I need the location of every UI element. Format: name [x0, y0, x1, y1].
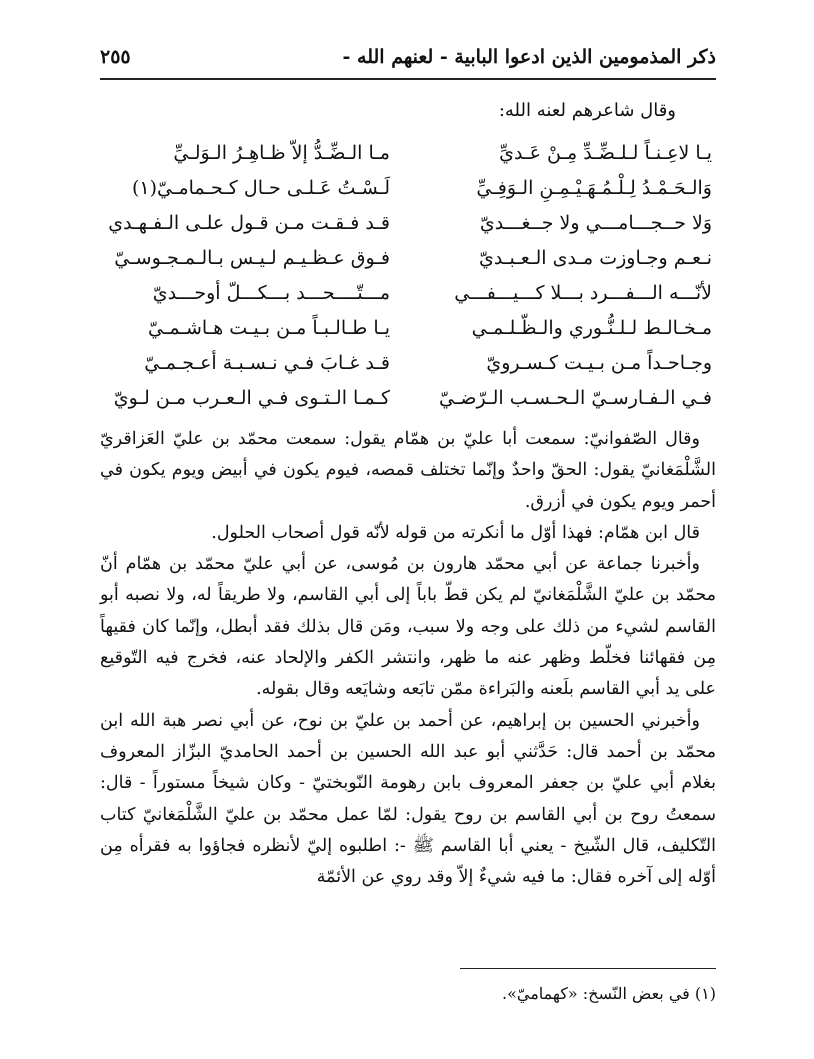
page-content	[100, 96, 716, 893]
verse-second-hemistich: لَـسْـتُ عَـلـى حـال كـحـمامـيّ(١)	[132, 177, 390, 199]
body-paragraph: قال ابن همّام: فهذا أوّل ما أنكرته من قوله لأنّه قول أصحاب الحلول.	[211, 522, 700, 543]
verse	[100, 241, 716, 276]
verse-first-hemistich: يـا لاعِـنـاً لـلـضِّـدِّ مِـنْ عَـديِّ	[499, 142, 712, 164]
verse-first-hemistich: مـخـالـط لـلـنُّـوري والـظّـلـمـي	[471, 317, 712, 339]
poem	[100, 136, 716, 416]
verse	[100, 311, 716, 346]
verse-first-hemistich: فـي الـفـارسـيّ الـحـسـب الـرّضـيّ	[439, 387, 712, 409]
verse	[100, 276, 716, 311]
header-title: ذكر المذمومين الذين ادعوا البابية - لعنهم الله -	[342, 46, 716, 68]
verse	[100, 381, 716, 416]
verse	[100, 136, 716, 171]
body-paragraph: وأخبرني الحسين بن إبراهيم، عن أحمد بن عليّ بن نوح، عن أبي نصر هبة الله ابن محمّد بن أحمد قال: حَدَّثني أبو عبد الله الحسين بن أحمد الحامديّ البزّاز المعروف بغلام أبي عليّ بن جعفر المعروف بابن رهومة النّوبختيّ - وكان شيخاً مستوراً - قال: سمعتُ روح بن أبي القاسم بن روح يقول: لمّا عمل محمّد بن عليّ الشَّلْمَغانيّ كتاب التّكليف، قال الشّيخ - يعني أبا القاسم ﷺ -: اطلبوه إليّ لأنظره فجاؤوا به فقرأه مِن أوّله إلى آخره فقال: ما فيه شيءٌ إلاّ وقد روي عن الأئمّة	[100, 710, 716, 888]
footnote: (١) في بعض النّسخ: «كهماميّ».	[501, 984, 716, 1003]
body-paragraph: وأخبرنا جماعة عن أبي محمّد هارون بن مُوسى، عن أبي عليّ محمّد بن همّام أنّ محمّد بن عليّ الشَّلْمَغانيّ لم يكن قطّ باباً إلى أبي القاسم، ولا طريقاً له، ولا نصبه أبو القاسم لشيء من ذلك على وجه ولا سبب، ومَن قال بذلك فقد أبطل، وإنّما كان فقيهاً مِن فقهائنا فخلّط وظهر عنه ما ظهر، وانتشر الكفر والإلحاد عنه، فخرج فيه التّوقيع على يد أبي القاسم بلَعنه والبَراءة ممّن تابَعه وشايَعه وقال بقوله.	[100, 554, 716, 700]
verse-first-hemistich: نـعـم وجـاوزت مـدى الـعـبـديّ	[479, 247, 712, 269]
running-header	[100, 40, 716, 80]
verse-second-hemistich: مـــتّــــحـــد بـــكـــلّ أوحـــديّ	[152, 282, 390, 304]
footnote-area	[100, 968, 716, 1007]
header-rule	[100, 78, 716, 80]
verse-second-hemistich: فـوق عـظـيـم لـيـس بـالـمـجـوسـيّ	[114, 247, 390, 269]
verse-first-hemistich: لأنّـــه الـــفـــرد بـــلا كـــيـــفـــي	[454, 282, 712, 304]
verse-first-hemistich: وجـاحـداً مـن بـيـت كـسـرويّ	[486, 352, 712, 374]
verse-second-hemistich: قـد فـقـت مـن قـول علـى الـفـهـدي	[108, 212, 390, 234]
verse-second-hemistich: مـا الـضِّـدُّ إلاّ ظـاهِـرُ الـوَلـيِّ	[173, 142, 390, 164]
verse-first-hemistich: وَالـحَـمْـدُ لِـلْـمُـهَـيْـمِـنِ الـوَفِـيِّ	[476, 177, 712, 199]
footnote-rule	[460, 968, 716, 969]
verse	[100, 206, 716, 241]
verse	[100, 346, 716, 381]
verse	[100, 171, 716, 206]
verse-second-hemistich: كـمـا الـتـوى فـي الـعـرب مـن لـويّ	[113, 387, 390, 409]
body-paragraph: وقال الصّفوانيّ: سمعت أبا عليّ بن همّام يقول: سمعت محمّد بن عليّ العَزاقريّ الشَّلْمَغانيّ يقول: الحقّ واحدٌ وإنّما تختلف قمصه، فيوم يكون في أبيض ويوم يكون في أحمر ويوم يكون في أزرق.	[100, 429, 716, 512]
verse-second-hemistich: يـا طـالـبـاً مـن بـيـت هـاشـمـيّ	[148, 317, 390, 339]
verse-first-hemistich: وَلا حــجـــامـــي ولا جــغـــديّ	[479, 212, 712, 234]
poem-intro: وقال شاعرهم لعنه الله:	[498, 100, 676, 121]
page-number: ٢٥٥	[100, 46, 131, 68]
verse-second-hemistich: قـد غـابَ فـي نـسـبـة أعـجـمـيّ	[144, 352, 390, 374]
